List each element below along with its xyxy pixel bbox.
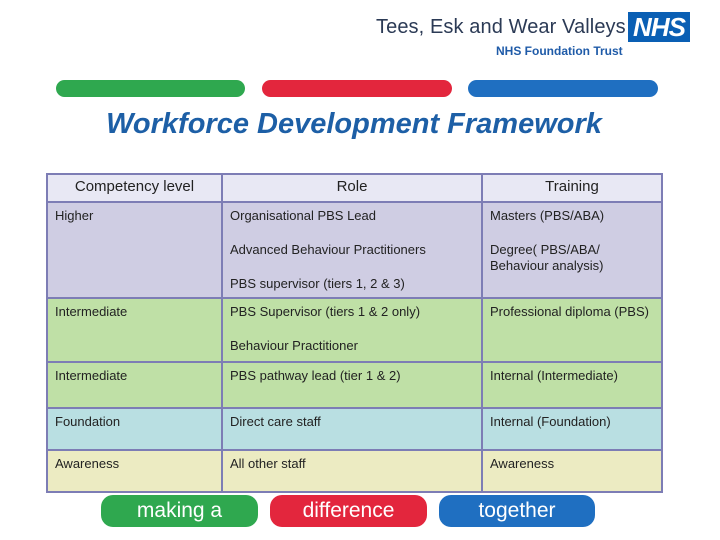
training-cell: Internal (Intermediate) <box>482 362 662 408</box>
role-text: Organisational PBS Lead <box>230 208 376 223</box>
role-text: Behaviour Practitioner <box>230 338 358 353</box>
table-row <box>47 362 662 408</box>
training-cell <box>482 202 662 298</box>
red-stripe <box>262 80 452 97</box>
role-cell: PBS pathway lead (tier 1 & 2) <box>222 362 482 408</box>
role-cell <box>222 202 482 298</box>
green-stripe <box>56 80 245 97</box>
table-row <box>47 450 662 492</box>
column-header: Role <box>222 174 482 202</box>
role-cell: All other staff <box>222 450 482 492</box>
training-cell: Awareness <box>482 450 662 492</box>
table-header-row <box>47 174 662 202</box>
level-cell: Intermediate <box>47 362 222 408</box>
training-text: Masters (PBS/ABA) <box>490 208 605 223</box>
together-tag: together <box>439 495 595 527</box>
role-text: PBS supervisor (tiers 1, 2 & 3) <box>230 276 405 291</box>
training-text: Degree( PBS/ABA/ Behaviour analysis) <box>490 242 604 273</box>
training-cell: Internal (Foundation) <box>482 408 662 450</box>
level-cell: Awareness <box>47 450 222 492</box>
framework-table <box>46 173 663 493</box>
org-name: Tees, Esk and Wear Valleys <box>376 16 626 38</box>
level-cell: Foundation <box>47 408 222 450</box>
column-header: Training <box>482 174 662 202</box>
table-row <box>47 408 662 450</box>
column-header: Competency level <box>47 174 222 202</box>
making-a-tag: making a <box>101 495 258 527</box>
blue-stripe <box>468 80 658 97</box>
role-cell <box>222 298 482 362</box>
org-subtitle: NHS Foundation Trust <box>496 44 623 58</box>
page-title: Workforce Development Framework <box>106 108 602 140</box>
role-text: Advanced Behaviour Practitioners <box>230 242 426 257</box>
table-row <box>47 202 662 298</box>
table-row <box>47 298 662 362</box>
level-cell: Higher <box>47 202 222 298</box>
difference-tag: difference <box>270 495 427 527</box>
role-text: PBS Supervisor (tiers 1 & 2 only) <box>230 304 421 319</box>
training-cell: Professional diploma (PBS) <box>482 298 662 362</box>
nhs-logo: NHS <box>628 12 690 42</box>
role-cell: Direct care staff <box>222 408 482 450</box>
level-cell: Intermediate <box>47 298 222 362</box>
